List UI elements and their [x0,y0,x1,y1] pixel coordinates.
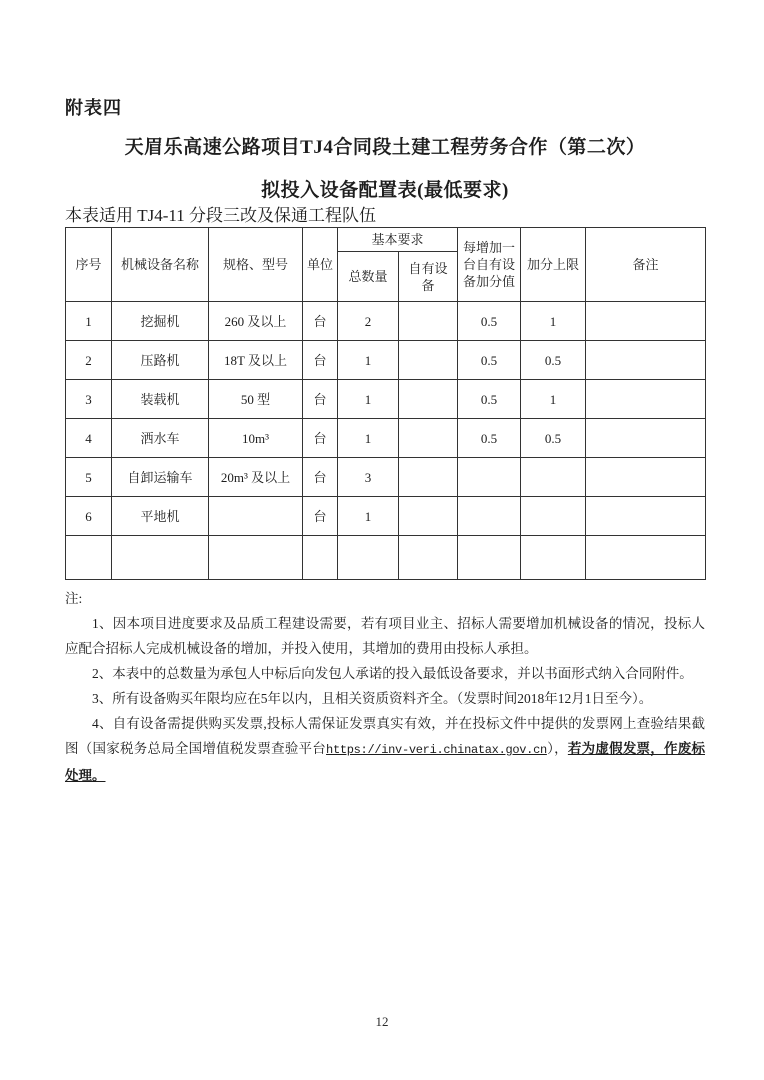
cell-bonus: 0.5 [458,341,521,380]
cell-own [399,341,458,380]
cell-remarks [586,419,706,458]
cell-seq: 4 [66,419,112,458]
col-header-total-qty: 总数量 [338,252,399,302]
document-title: 天眉乐高速公路项目TJ4合同段土建工程劳务合作（第二次） [124,137,646,158]
appendix-label: 附表四 [65,98,122,118]
cell-own [399,302,458,341]
cell-own [399,497,458,536]
cell-spec: 10m³ [209,419,303,458]
col-header-bonus-cap: 加分上限 [521,228,586,302]
cell-bonus: 0.5 [458,419,521,458]
cell-name: 自卸运输车 [112,458,209,497]
cell-seq: 5 [66,458,112,497]
cell-unit: 台 [303,380,338,419]
cell-bonus: 0.5 [458,380,521,419]
note4-warning-text: 若为虚假发票，作废标处理。 [65,741,706,783]
note4-separator: ）， [546,741,568,756]
cell-remarks [586,302,706,341]
cell-cap: 1 [521,380,586,419]
cell-bonus [458,458,521,497]
cell-total: 1 [338,419,399,458]
cell-remarks [586,380,706,419]
notes-section [65,586,705,788]
col-header-name: 机械设备名称 [112,228,209,302]
col-header-remarks: 备注 [586,228,706,302]
cell-name: 洒水车 [112,419,209,458]
cell-total: 2 [338,302,399,341]
cell-name: 挖掘机 [112,302,209,341]
invoice-verification-url: https://inv-veri.chinatax.gov.cn [326,743,547,757]
cell-total: 1 [338,497,399,536]
cell-total [338,536,399,580]
cell-name: 装载机 [112,380,209,419]
cell-total: 1 [338,380,399,419]
document-subtitle: 拟投入设备配置表(最低要求) [261,180,509,201]
cell-bonus [458,497,521,536]
note4-text: 4、自有设备需提供购买发票,投标人需保证发票真实有效，并在投标文件中提供的发票网上查验结果截图（国家税务总局全国增值税发票查验平台 [65,716,705,756]
table-row [66,419,706,458]
cell-bonus: 0.5 [458,302,521,341]
col-header-bonus-per-unit: 每增加一台自有设备加分值 [458,228,521,302]
cell-own [399,536,458,580]
cell-name: 压路机 [112,341,209,380]
cell-unit: 台 [303,458,338,497]
table-row-empty [66,536,706,580]
cell-cap [521,536,586,580]
cell-remarks [586,341,706,380]
cell-own [399,419,458,458]
table-row [66,497,706,536]
cell-seq: 2 [66,341,112,380]
note-item-4 [65,711,705,788]
cell-bonus [458,536,521,580]
cell-spec [209,497,303,536]
cell-cap: 1 [521,302,586,341]
cell-spec: 20m³ 及以上 [209,458,303,497]
equipment-table [65,227,706,580]
cell-own [399,458,458,497]
cell-name: 平地机 [112,497,209,536]
cell-total: 1 [338,341,399,380]
cell-spec [209,536,303,580]
cell-cap: 0.5 [521,341,586,380]
header-row-top [66,228,706,252]
col-header-unit: 单位 [303,228,338,302]
col-header-seq: 序号 [66,228,112,302]
cell-unit [303,536,338,580]
cell-name [112,536,209,580]
cell-total: 3 [338,458,399,497]
cell-spec: 260 及以上 [209,302,303,341]
table-scope-note: 本表适用 TJ4-11 分段三改及保通工程队伍 [65,206,377,225]
note-item-1: 1、因本项目进度要求及品质工程建设需要，若有项目业主、招标人需要增加机械设备的情况，投标人应配合招标人完成机械设备的增加，并投入使用，其增加的费用由投标人承担。 [65,616,705,656]
col-header-own-equip: 自有设备 [399,252,458,302]
cell-remarks [586,536,706,580]
notes-label: 注: [65,591,83,606]
cell-seq: 3 [66,380,112,419]
cell-own [399,380,458,419]
col-header-basic-req: 基本要求 [338,228,458,252]
cell-cap [521,458,586,497]
cell-remarks [586,497,706,536]
cell-remarks [586,458,706,497]
cell-unit: 台 [303,341,338,380]
cell-seq [66,536,112,580]
col-header-spec: 规格、型号 [209,228,303,302]
table-row [66,302,706,341]
cell-unit: 台 [303,419,338,458]
note-item-2: 2、本表中的总数量为承包人中标后向发包人承诺的投入最低设备要求，并以书面形式纳入合同附件。 [92,666,693,681]
note-item-3: 3、所有设备购买年限均应在5年以内，且相关资质资料齐全。（发票时间2018年12月1日至今）。 [92,691,653,706]
cell-unit: 台 [303,302,338,341]
cell-unit: 台 [303,497,338,536]
cell-cap: 0.5 [521,419,586,458]
table-row [66,341,706,380]
table-row [66,458,706,497]
cell-seq: 1 [66,302,112,341]
table-row [66,380,706,419]
cell-spec: 18T 及以上 [209,341,303,380]
cell-spec: 50 型 [209,380,303,419]
cell-cap [521,497,586,536]
cell-seq: 6 [66,497,112,536]
page-number: 12 [375,1014,389,1029]
